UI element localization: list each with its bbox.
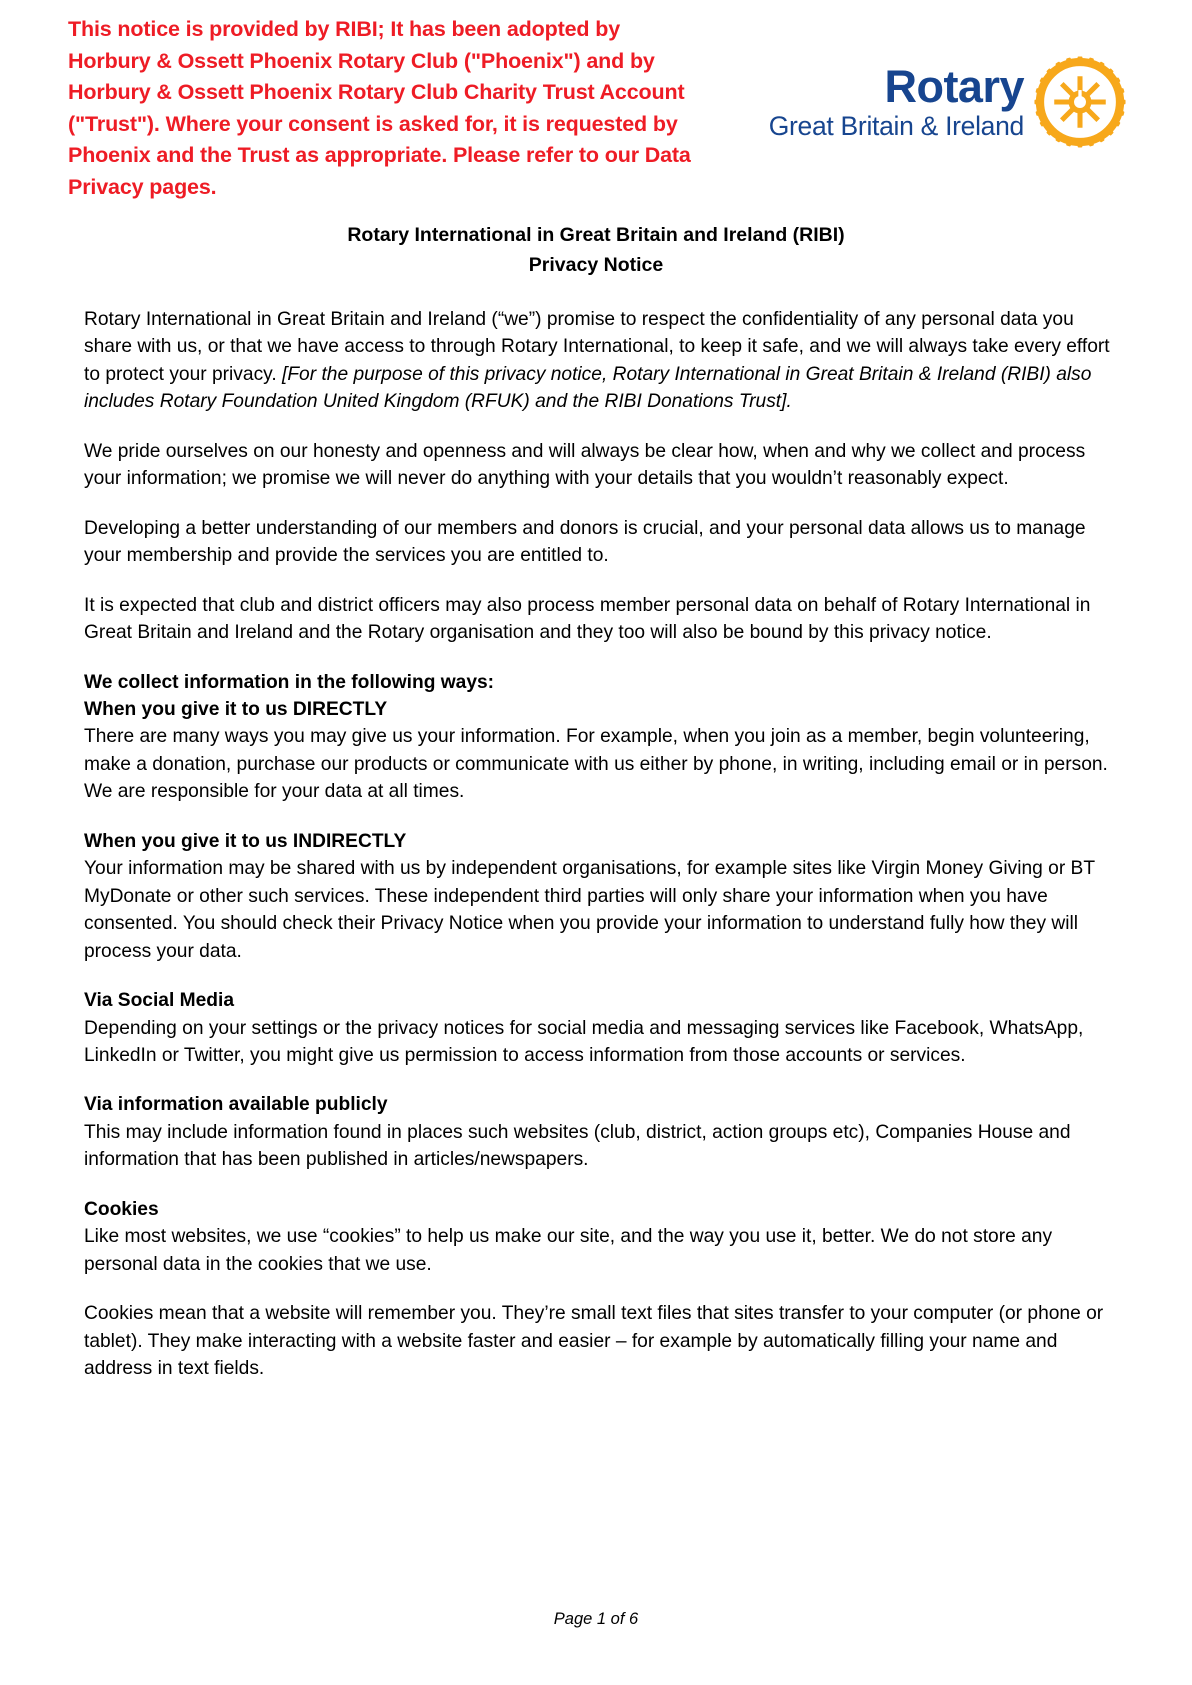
section-social-media	[84, 987, 1114, 1069]
heading-social-media: Via Social Media	[84, 990, 235, 1012]
document-title	[0, 220, 1192, 280]
paragraph-officers: It is expected that club and district officers may also process member personal data on behalf of Rotary International in Great Britain and Ireland and the Rotary organisation and they too will also be bound by this privacy notice.	[84, 594, 1091, 644]
heading-directly: When you give it to us DIRECTLY	[84, 698, 388, 720]
text-indirectly: Your information may be shared with us by independent organisations, for example sites like Virgin Money Giving or BT MyDonate or other such services. These independent third parties will only share your information when you have consented. You should check their Privacy Notice when you provide your information to understand fully how they will process your data.	[84, 858, 1095, 962]
rotary-logo-text	[768, 61, 1024, 142]
document-body	[0, 306, 1192, 1383]
page-number: Page 1 of 6	[553, 1610, 639, 1628]
rotary-wheel-icon	[1034, 56, 1126, 148]
heading-cookies: Cookies	[84, 1198, 159, 1220]
section-directly	[84, 696, 1114, 806]
paragraph-intro	[84, 306, 1114, 416]
heading-public-info: Via information available publicly	[84, 1094, 388, 1116]
section-public-info	[84, 1091, 1114, 1173]
text-public-info: This may include information found in places such websites (club, district, action groups etc), Companies House and information that has been published in articles/newspapers.	[84, 1121, 1071, 1171]
rotary-region-label: Great Britain & Ireland	[768, 111, 1024, 142]
text-cookies: Like most websites, we use “cookies” to help us make our site, and the way you use it, better. We do not store any personal data in the cookies that we use.	[84, 1226, 1053, 1275]
page-footer	[0, 1610, 1192, 1629]
heading-indirectly: When you give it to us INDIRECTLY	[84, 830, 407, 852]
rotary-logo	[769, 56, 1126, 148]
paragraph-cookies-detail: Cookies mean that a website will remember you. They’re small text files that sites transfer to your computer (or phone or tablet). They make interacting with a website faster and easier – for example by automatically filling your name and address in text fields.	[84, 1303, 1104, 1380]
heading-collect-ways: We collect information in the following ways:	[84, 671, 495, 693]
section-cookies	[84, 1196, 1114, 1278]
paragraph-understanding: Developing a better understanding of our members and donors is crucial, and your personal data allows us to manage your membership and provide the services you are entitled to.	[84, 517, 1086, 567]
adoption-notice: This notice is provided by RIBI; It has been adopted by Horbury & Ossett Phoenix Rotary Club ("Phoenix") and by Horbury & Ossett Phoenix Rotary Club Charity Trust Account ("Trust"). Where your consent is asked for, it is requested by Phoenix and the Trust as appropriate. Please refer to our Data Privacy pages.	[68, 17, 691, 199]
section-indirectly	[84, 828, 1114, 965]
rotary-wordmark: Rotary	[884, 61, 1024, 113]
paragraph-intro-plain: Rotary International in Great Britain and Ireland (“we”) promise to respect the confidentiality of any personal data you share with us, or that we have access to through Rotary International, to keep it safe, and we will always take every effort to protect your privacy.	[84, 309, 1110, 385]
page-header	[0, 0, 1192, 204]
paragraph-intro-italic: [For the purpose of this privacy notice, Rotary International in Great Britain & Ireland (RIBI) also includes Rotary Foundation United Kingdom (RFUK) and the RIBI Donations Trust].	[84, 363, 1092, 413]
title-line-1: Rotary International in Great Britain and Ireland (RIBI)	[347, 223, 845, 246]
title-line-2: Privacy Notice	[528, 253, 664, 276]
text-directly: There are many ways you may give us your information. For example, when you join as a member, begin volunteering, make a donation, purchase our products or communicate with us either by phone, in writing, including email or in person. We are responsible for your data at all times.	[84, 726, 1108, 803]
paragraph-honesty: We pride ourselves on our honesty and openness and will always be clear how, when and why we collect and process your information; we promise we will never do anything with your details that you wouldn’t reasonably expect.	[84, 440, 1086, 490]
text-social-media: Depending on your settings or the privacy notices for social media and messaging services like Facebook, WhatsApp, LinkedIn or Twitter, you might give us permission to access information from those accounts or services.	[84, 1017, 1084, 1066]
